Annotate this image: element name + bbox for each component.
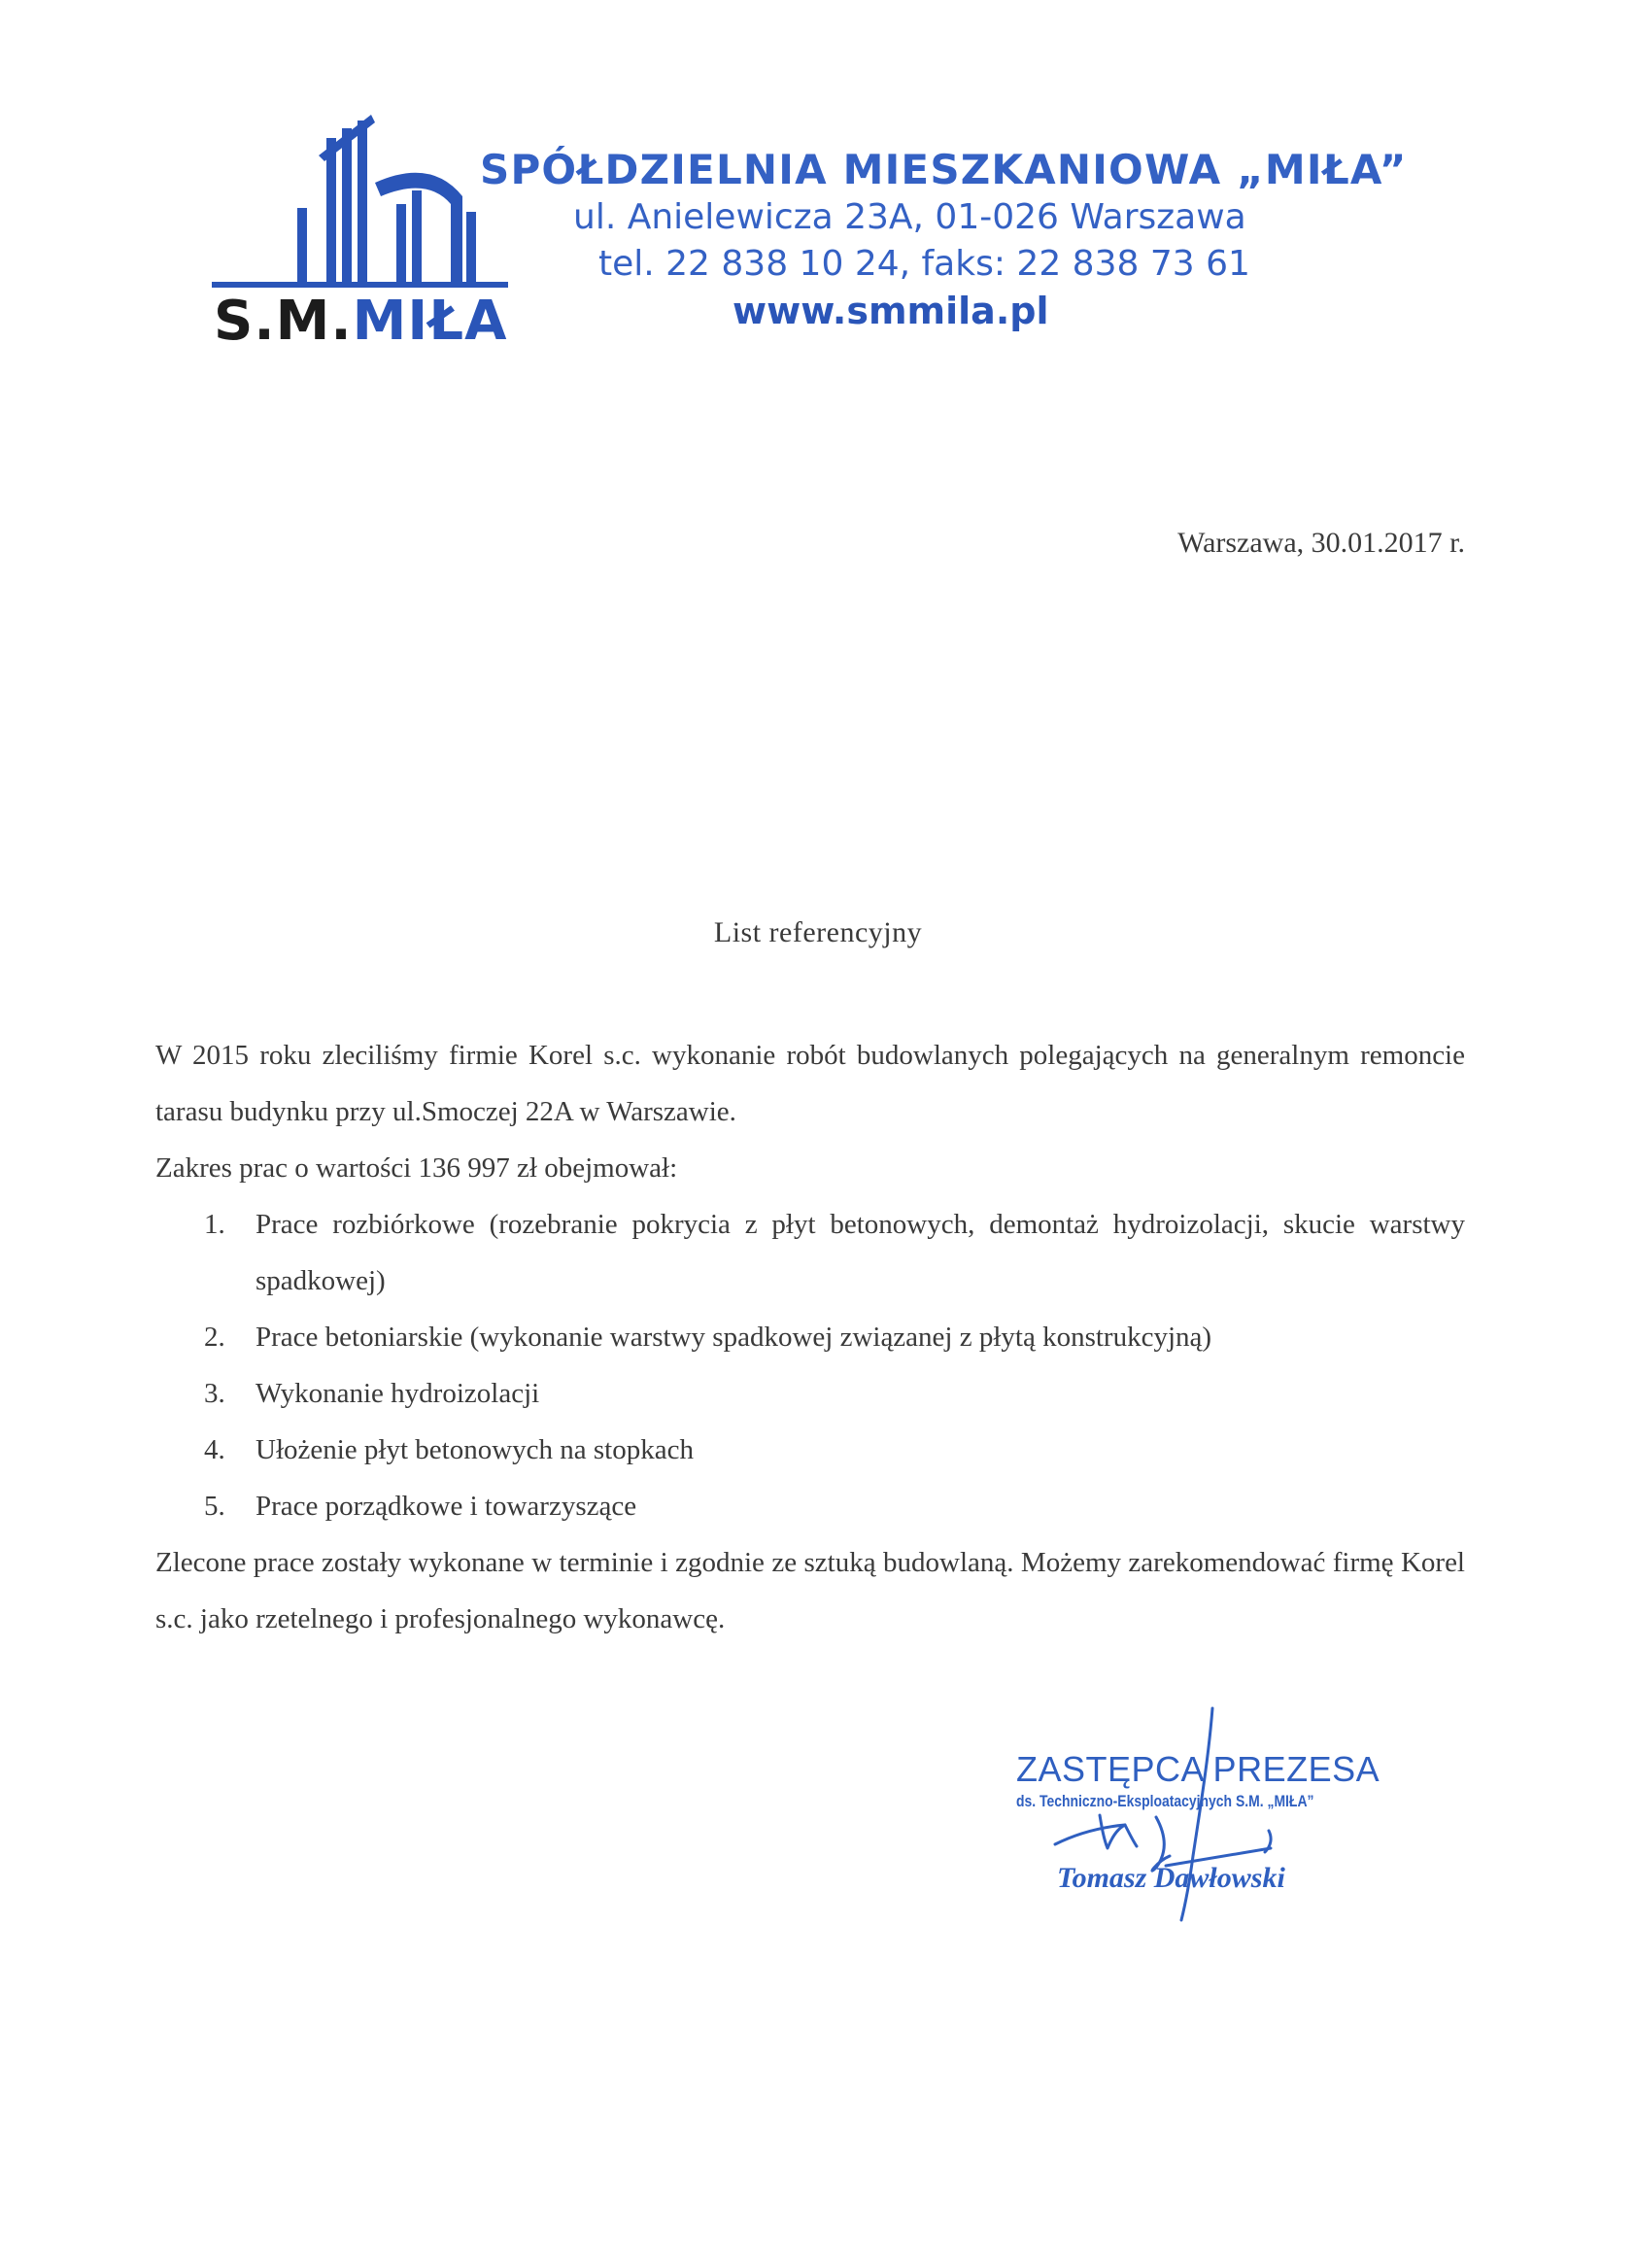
list-item-text: Ułożenie płyt betonowych na stopkach [256, 1434, 694, 1465]
list-item [155, 1309, 1465, 1365]
stamp-signatory-name: Tomasz Dawłowski [1057, 1862, 1285, 1894]
list-item [155, 1422, 1465, 1478]
logo-wordmark [214, 290, 507, 353]
list-item-text: Prace porządkowe i towarzyszące [256, 1491, 637, 1522]
cooperative-logo-icon [212, 115, 523, 295]
list-item-text: Prace betoniarskie (wykonanie warstwy spadkowej związanej z płytą konstrukcyjną) [256, 1322, 1212, 1353]
list-item-number: 4. [204, 1434, 225, 1465]
scope-intro: Zakres prac o wartości 136 997 zł obejmował: [155, 1152, 678, 1184]
logo-wordmark-prefix: S.M. [214, 290, 353, 353]
organization-address: ul. Anielewicza 23A, 01-026 Warszawa [573, 197, 1246, 237]
logo-wordmark-suffix: MIŁA [352, 290, 508, 353]
list-item-number: 1. [204, 1209, 225, 1240]
intro-paragraph: W 2015 roku zleciliśmy firmie Korel s.c. wykonanie robót budowlanych polegających na generalnym remoncie tarasu budynku przy ul.Smoczej 22A w Warszawie. [155, 1040, 1465, 1127]
scope-list [155, 1196, 1465, 1534]
letter-body [155, 1027, 1465, 1647]
organization-name: SPÓŁDZIELNIA MIESZKANIOWA „MIŁA” [480, 146, 1408, 193]
conclusion-paragraph: Zlecone prace zostały wykonane w terminie i zgodnie ze sztuką budowlaną. Możemy zarekomendować firmę Korel s.c. jako rzetelnego i profesjonalnego wykonawcę. [155, 1547, 1465, 1634]
stamp-title: ZASTĘPCA PREZESA [1016, 1749, 1380, 1789]
organization-website: www.smmila.pl [733, 290, 1049, 332]
letter-title: List referencyjny [713, 916, 923, 948]
stamp-subtitle: ds. Techniczno-Eksploatacyjnych S.M. „MIŁA” [1016, 1792, 1314, 1810]
list-item [155, 1478, 1465, 1534]
letterhead-contact [480, 146, 1408, 332]
list-item-number: 3. [204, 1378, 225, 1409]
list-item-number: 2. [204, 1322, 225, 1353]
list-item-number: 5. [204, 1491, 225, 1522]
letter-date: Warszawa, 30.01.2017 r. [1177, 527, 1465, 559]
official-stamp [1016, 1749, 1424, 1894]
organization-phone: tel. 22 838 10 24, faks: 22 838 73 61 [598, 244, 1250, 284]
list-item [155, 1365, 1465, 1422]
list-item [155, 1196, 1465, 1309]
list-item-text: Prace rozbiórkowe (rozebranie pokrycia z płyt betonowych, demontaż hydroizolacji, skucie warstwy spadkowej) [256, 1209, 1465, 1296]
list-item-text: Wykonanie hydroizolacji [256, 1378, 540, 1409]
